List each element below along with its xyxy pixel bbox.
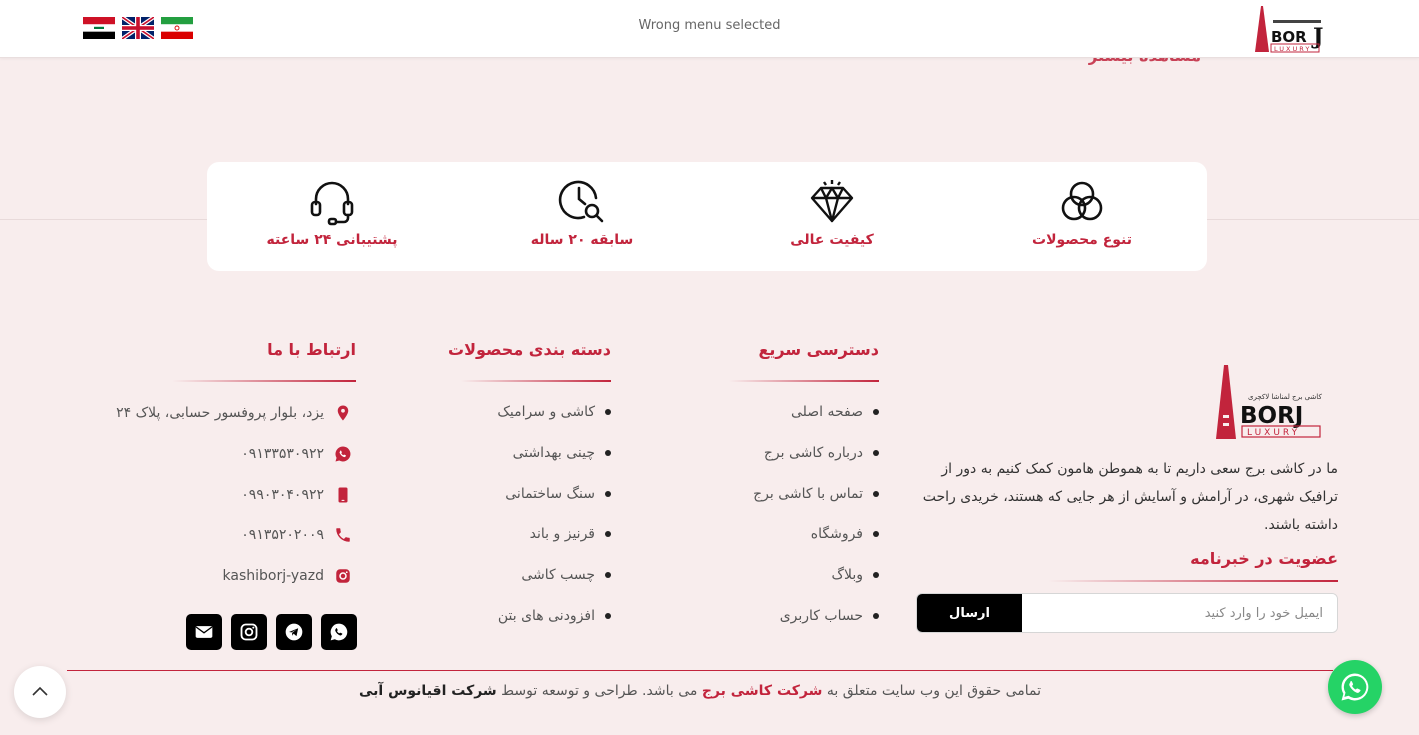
- link-label: حساب کاربری: [779, 608, 863, 624]
- link-label: چینی بهداشتی: [512, 445, 595, 461]
- category-link-sanitary[interactable]: [513, 445, 611, 461]
- categories-column: [448, 340, 611, 359]
- phone-icon: [334, 526, 352, 544]
- feature-experience: [457, 162, 707, 271]
- bullet: [873, 531, 879, 537]
- svg-text:LUXURY: LUXURY: [1274, 45, 1312, 53]
- contact-mobile[interactable]: [241, 486, 352, 504]
- bullet: [873, 613, 879, 619]
- company-link[interactable]: شرکت کاشی برج: [701, 683, 823, 699]
- bullet: [605, 531, 611, 537]
- newsletter-title: عضویت در خبرنامه: [1190, 549, 1338, 568]
- mobile-phone-icon: [334, 486, 352, 504]
- bullet: [873, 450, 879, 456]
- scroll-to-top-button[interactable]: [14, 666, 66, 718]
- category-link-adhesive[interactable]: [521, 567, 611, 583]
- categories-title: دسته بندی محصولات: [448, 340, 611, 359]
- mobile-number: ۰۹۹۰۳۰۴۰۹۲۲: [241, 487, 324, 503]
- instagram-handle: kashiborj-yazd: [222, 568, 324, 584]
- diamond-icon: [808, 178, 856, 226]
- link-label: کاشی و سرامیک: [497, 404, 595, 420]
- chevron-up-icon: [30, 682, 50, 702]
- social-links: [186, 614, 357, 650]
- category-link-tiles[interactable]: [497, 404, 611, 420]
- bullet: [873, 409, 879, 415]
- instagram-button[interactable]: [231, 614, 267, 650]
- footer-divider: [67, 670, 1333, 671]
- category-link-stone[interactable]: [505, 486, 611, 502]
- quick-link-account[interactable]: [780, 608, 879, 624]
- quick-link-blog[interactable]: [831, 567, 879, 583]
- quick-access-underline: [729, 380, 879, 382]
- link-label: سنگ ساختمانی: [505, 486, 595, 502]
- feature-label: سابقه ۲۰ ساله: [530, 232, 634, 248]
- quick-access-column: [758, 340, 879, 359]
- contact-column: [267, 340, 356, 359]
- instagram-icon: [239, 622, 259, 642]
- copyright-part: تمامی حقوق این وب سایت متعلق به: [826, 683, 1042, 699]
- headset-icon: [308, 178, 356, 226]
- quick-link-home[interactable]: [791, 404, 879, 420]
- categories-underline: [461, 380, 611, 382]
- contact-underline: [172, 380, 356, 382]
- phone-number: ۰۹۱۳۵۲۰۲۰۰۹: [241, 527, 324, 543]
- feature-label: کیفیت عالی: [790, 232, 874, 248]
- contact-instagram[interactable]: [223, 567, 353, 585]
- whatsapp-icon: [334, 445, 352, 463]
- svg-text:کاشی برج لمناشا لاکچری: کاشی برج لمناشا لاکچری: [1248, 393, 1322, 401]
- feature-variety: [957, 162, 1207, 271]
- bullet: [605, 572, 611, 578]
- instagram-icon: [334, 567, 352, 585]
- borj-logo-icon[interactable]: [1253, 4, 1335, 54]
- category-link-plinth[interactable]: [530, 526, 611, 542]
- link-label: چسب کاشی: [521, 567, 595, 583]
- copyright-text: [67, 683, 1333, 699]
- bullet: [873, 491, 879, 497]
- newsletter-form: [916, 593, 1338, 633]
- telegram-icon: [284, 622, 304, 642]
- contact-phone[interactable]: [241, 526, 352, 544]
- newsletter-underline: [1048, 580, 1338, 582]
- newsletter-submit-button[interactable]: ارسال: [917, 594, 1022, 632]
- svg-text:BORJ: BORJ: [1240, 403, 1304, 429]
- telegram-button[interactable]: [276, 614, 312, 650]
- email-icon: [194, 622, 214, 642]
- developer-link[interactable]: شرکت اقیانوس آبی: [358, 683, 497, 699]
- link-label: صفحه اصلی: [790, 404, 863, 420]
- email-button[interactable]: [186, 614, 222, 650]
- borj-logo-icon[interactable]: [1214, 363, 1336, 441]
- contact-address: [116, 404, 352, 422]
- link-label: تماس با کاشی برج: [753, 486, 863, 502]
- quick-link-shop[interactable]: [811, 526, 879, 542]
- svg-text:LUXURY: LUXURY: [1247, 428, 1301, 438]
- bullet: [605, 491, 611, 497]
- contact-whatsapp[interactable]: [241, 445, 352, 463]
- link-label: وبلاگ: [831, 567, 863, 583]
- location-pin-icon: [334, 404, 352, 422]
- bullet: [605, 409, 611, 415]
- site-header: [0, 0, 1419, 58]
- feature-label: تنوع محصولات: [1032, 232, 1133, 248]
- about-text: ما در کاشی برج سعی داریم تا به هموطن هامون کمک کنیم به دور از ترافیک شهری، در آرامش و آسایش از هر جایی که هستند، خریدی راحت داشته باشند.: [922, 461, 1338, 533]
- newsletter-email-input[interactable]: [1022, 594, 1337, 632]
- circles-icon: [1058, 178, 1106, 226]
- bullet: [873, 572, 879, 578]
- feature-support: [207, 162, 457, 271]
- quick-link-contact[interactable]: [753, 486, 879, 502]
- features-card: [207, 162, 1207, 271]
- whatsapp-float-button[interactable]: [1328, 660, 1382, 714]
- bullet: [605, 450, 611, 456]
- clock-search-icon: [558, 178, 606, 226]
- contact-title: ارتباط با ما: [267, 340, 356, 359]
- bullet: [605, 613, 611, 619]
- link-label: افزودنی های بتن: [497, 608, 595, 624]
- category-link-additives[interactable]: [498, 608, 611, 624]
- link-label: درباره کاشی برج: [763, 445, 863, 461]
- quick-link-about[interactable]: [764, 445, 879, 461]
- address-text: یزد، بلوار پروفسور حسابی، پلاک ۲۴: [116, 405, 324, 421]
- link-label: قرنیز و باند: [529, 526, 595, 542]
- feature-quality: [707, 162, 957, 271]
- svg-text:J: J: [1313, 24, 1324, 50]
- link-label: فروشگاه: [810, 526, 863, 542]
- whatsapp-icon: [1338, 670, 1372, 704]
- whatsapp-number: ۰۹۱۳۳۵۳۰۹۲۲: [241, 446, 324, 462]
- whatsapp-button[interactable]: [321, 614, 357, 650]
- quick-access-title: دسترسی سریع: [758, 340, 879, 359]
- copyright-part: می باشد. طراحی و توسعه توسط: [501, 683, 698, 699]
- feature-label: پشتیبانی ۲۴ ساعته: [266, 232, 398, 248]
- whatsapp-icon: [329, 622, 349, 642]
- svg-text:BOR: BOR: [1271, 28, 1307, 46]
- menu-message: Wrong menu selected: [638, 18, 781, 33]
